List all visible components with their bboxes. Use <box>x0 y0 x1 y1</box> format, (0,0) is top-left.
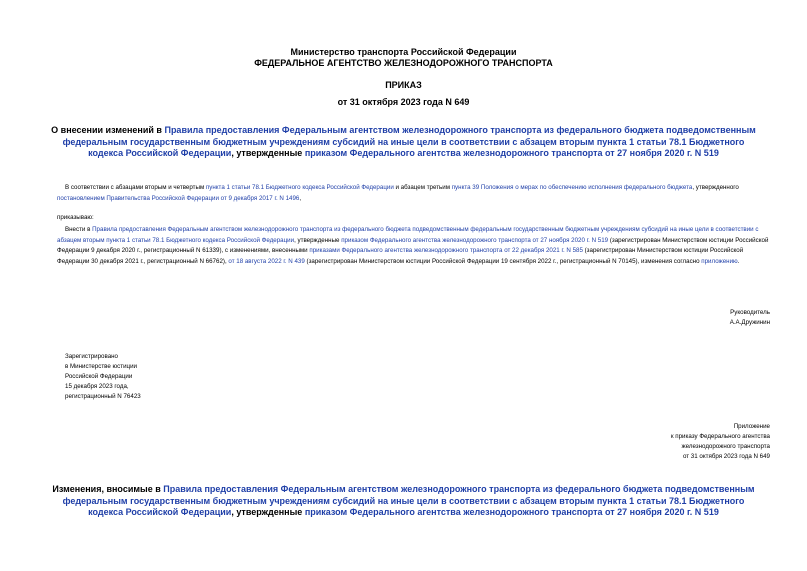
annex-title <box>45 484 762 519</box>
annex-title-link-rules[interactable]: Правила предоставления Федеральным агентством железнодорожного транспорта из федерального бюджета подведомственным федеральным государственным бюджетным учреждениям субсидий на иные цели в соответствии с абзацем вторым пункта 1 статьи 78.1 Бюджетного кодекса Российской Федерации <box>62 484 755 517</box>
order-paragraph <box>57 225 770 267</box>
registration-line: Российской Федерации <box>65 373 133 380</box>
preamble-text-3: , утвержденного <box>692 184 739 191</box>
annex-line: Приложение <box>733 423 770 430</box>
order-link-order-519[interactable]: приказом Федерального агентства железнодорожного транспорта от 27 ноября 2020 г. N 519 <box>341 236 609 244</box>
document-date-number: от 31 октября 2023 года N 649 <box>337 97 470 107</box>
preamble-text-1: В соответствии с абзацами вторым и четвертым <box>65 184 206 191</box>
annex-block <box>671 422 770 462</box>
preamble-link-budget-code[interactable]: пункта 1 статьи 78.1 Бюджетного кодекса Российской Федерации <box>205 184 394 191</box>
order-text-6: . <box>737 257 740 265</box>
order-text-3: (зарегистрирован Министерством юстиции Российской Федерации 9 декабря 2020 г., регистрационный N 61339), с изменениями, внесенными <box>57 236 769 254</box>
signer-name: А.А.Дружинин <box>729 319 770 326</box>
document-type: ПРИКАЗ <box>385 80 422 90</box>
title-text-1: О внесении изменений в <box>51 125 165 135</box>
title-text-2: , утвержденные <box>231 148 305 158</box>
agency-name: ФЕДЕРАЛЬНОЕ АГЕНТСТВО ЖЕЛЕЗНОДОРОЖНОГО ТРАНСПОРТА <box>254 58 553 68</box>
order-link-order-439[interactable]: от 18 августа 2022 г. N 439 <box>228 257 305 265</box>
preamble-paragraph <box>57 183 770 204</box>
signer-position: Руководитель <box>730 309 770 316</box>
order-text-2: , утвержденные <box>294 236 342 244</box>
annex-line: железнодорожного транспорта <box>681 443 770 450</box>
annex-title-text-1: Изменения, вносимые в <box>52 484 164 494</box>
registration-block <box>65 352 141 402</box>
title-link-rules[interactable]: Правила предоставления Федеральным агентством железнодорожного транспорта из федерального бюджета подведомственным федеральным государственным бюджетным учреждениям субсидий на иные цели в соответствии с абзацем вторым пункта 1 статьи 78.1 Бюджетного кодекса Российской Федерации <box>62 125 756 158</box>
annex-line: к приказу Федерального агентства <box>670 433 770 440</box>
signer-block <box>730 308 770 328</box>
order-label: приказываю: <box>57 214 94 221</box>
preamble-link-regulation[interactable]: пункта 39 Положения о мерах по обеспечению исполнения федерального бюджета <box>451 184 693 191</box>
order-link-order-585[interactable]: приказами Федерального агентства железнодорожного транспорта от 22 декабря 2021 г. N 585 <box>309 247 583 254</box>
annex-title-text-2: , утвержденные <box>231 507 305 517</box>
preamble-text-4: , <box>299 194 302 202</box>
registration-line: регистрационный N 76423 <box>65 393 141 400</box>
registration-line: Зарегистрировано <box>65 353 118 360</box>
document-title <box>45 125 762 160</box>
registration-line: в Министерстве юстиции <box>65 363 138 370</box>
annex-title-link-order-519[interactable]: приказом Федерального агентства железнодорожного транспорта от 27 ноября 2020 г. N 519 <box>304 507 719 517</box>
ministry-name: Министерство транспорта Российской Федерации <box>290 47 517 57</box>
registration-line: 15 декабря 2023 года, <box>65 383 129 390</box>
order-text-1: Внести в <box>65 226 93 233</box>
preamble-link-decree[interactable]: постановлением Правительства Российской Федерации от 9 декабря 2017 г. N 1496 <box>57 194 300 202</box>
preamble-text-2: и абзацем третьим <box>393 184 452 191</box>
order-link-annex[interactable]: приложению <box>701 257 738 265</box>
order-text-4: (зарегистрирован Министерством юстиции Российской Федерации 30 декабря 2021 г., регистрационный N 66762), <box>57 247 744 265</box>
title-link-order-519[interactable]: приказом Федерального агентства железнодорожного транспорта от 27 ноября 2020 г. N 519 <box>304 148 719 158</box>
order-link-rules[interactable]: Правила предоставления Федеральным агентством железнодорожного транспорта из федерального бюджета подведомственным федеральным государственным бюджетным учреждениям субсидий на иные цели в соответствии с абзацем вторым пункта 1 статьи 78.1 Бюджетного кодекса Российской Федерации <box>57 226 759 244</box>
annex-line: от 31 октября 2023 года N 649 <box>682 453 770 460</box>
order-text-5: (зарегистрирован Министерством юстиции Российской Федерации 19 сентября 2022 г., регистрационный N 70145), изменения согласно <box>304 257 702 265</box>
